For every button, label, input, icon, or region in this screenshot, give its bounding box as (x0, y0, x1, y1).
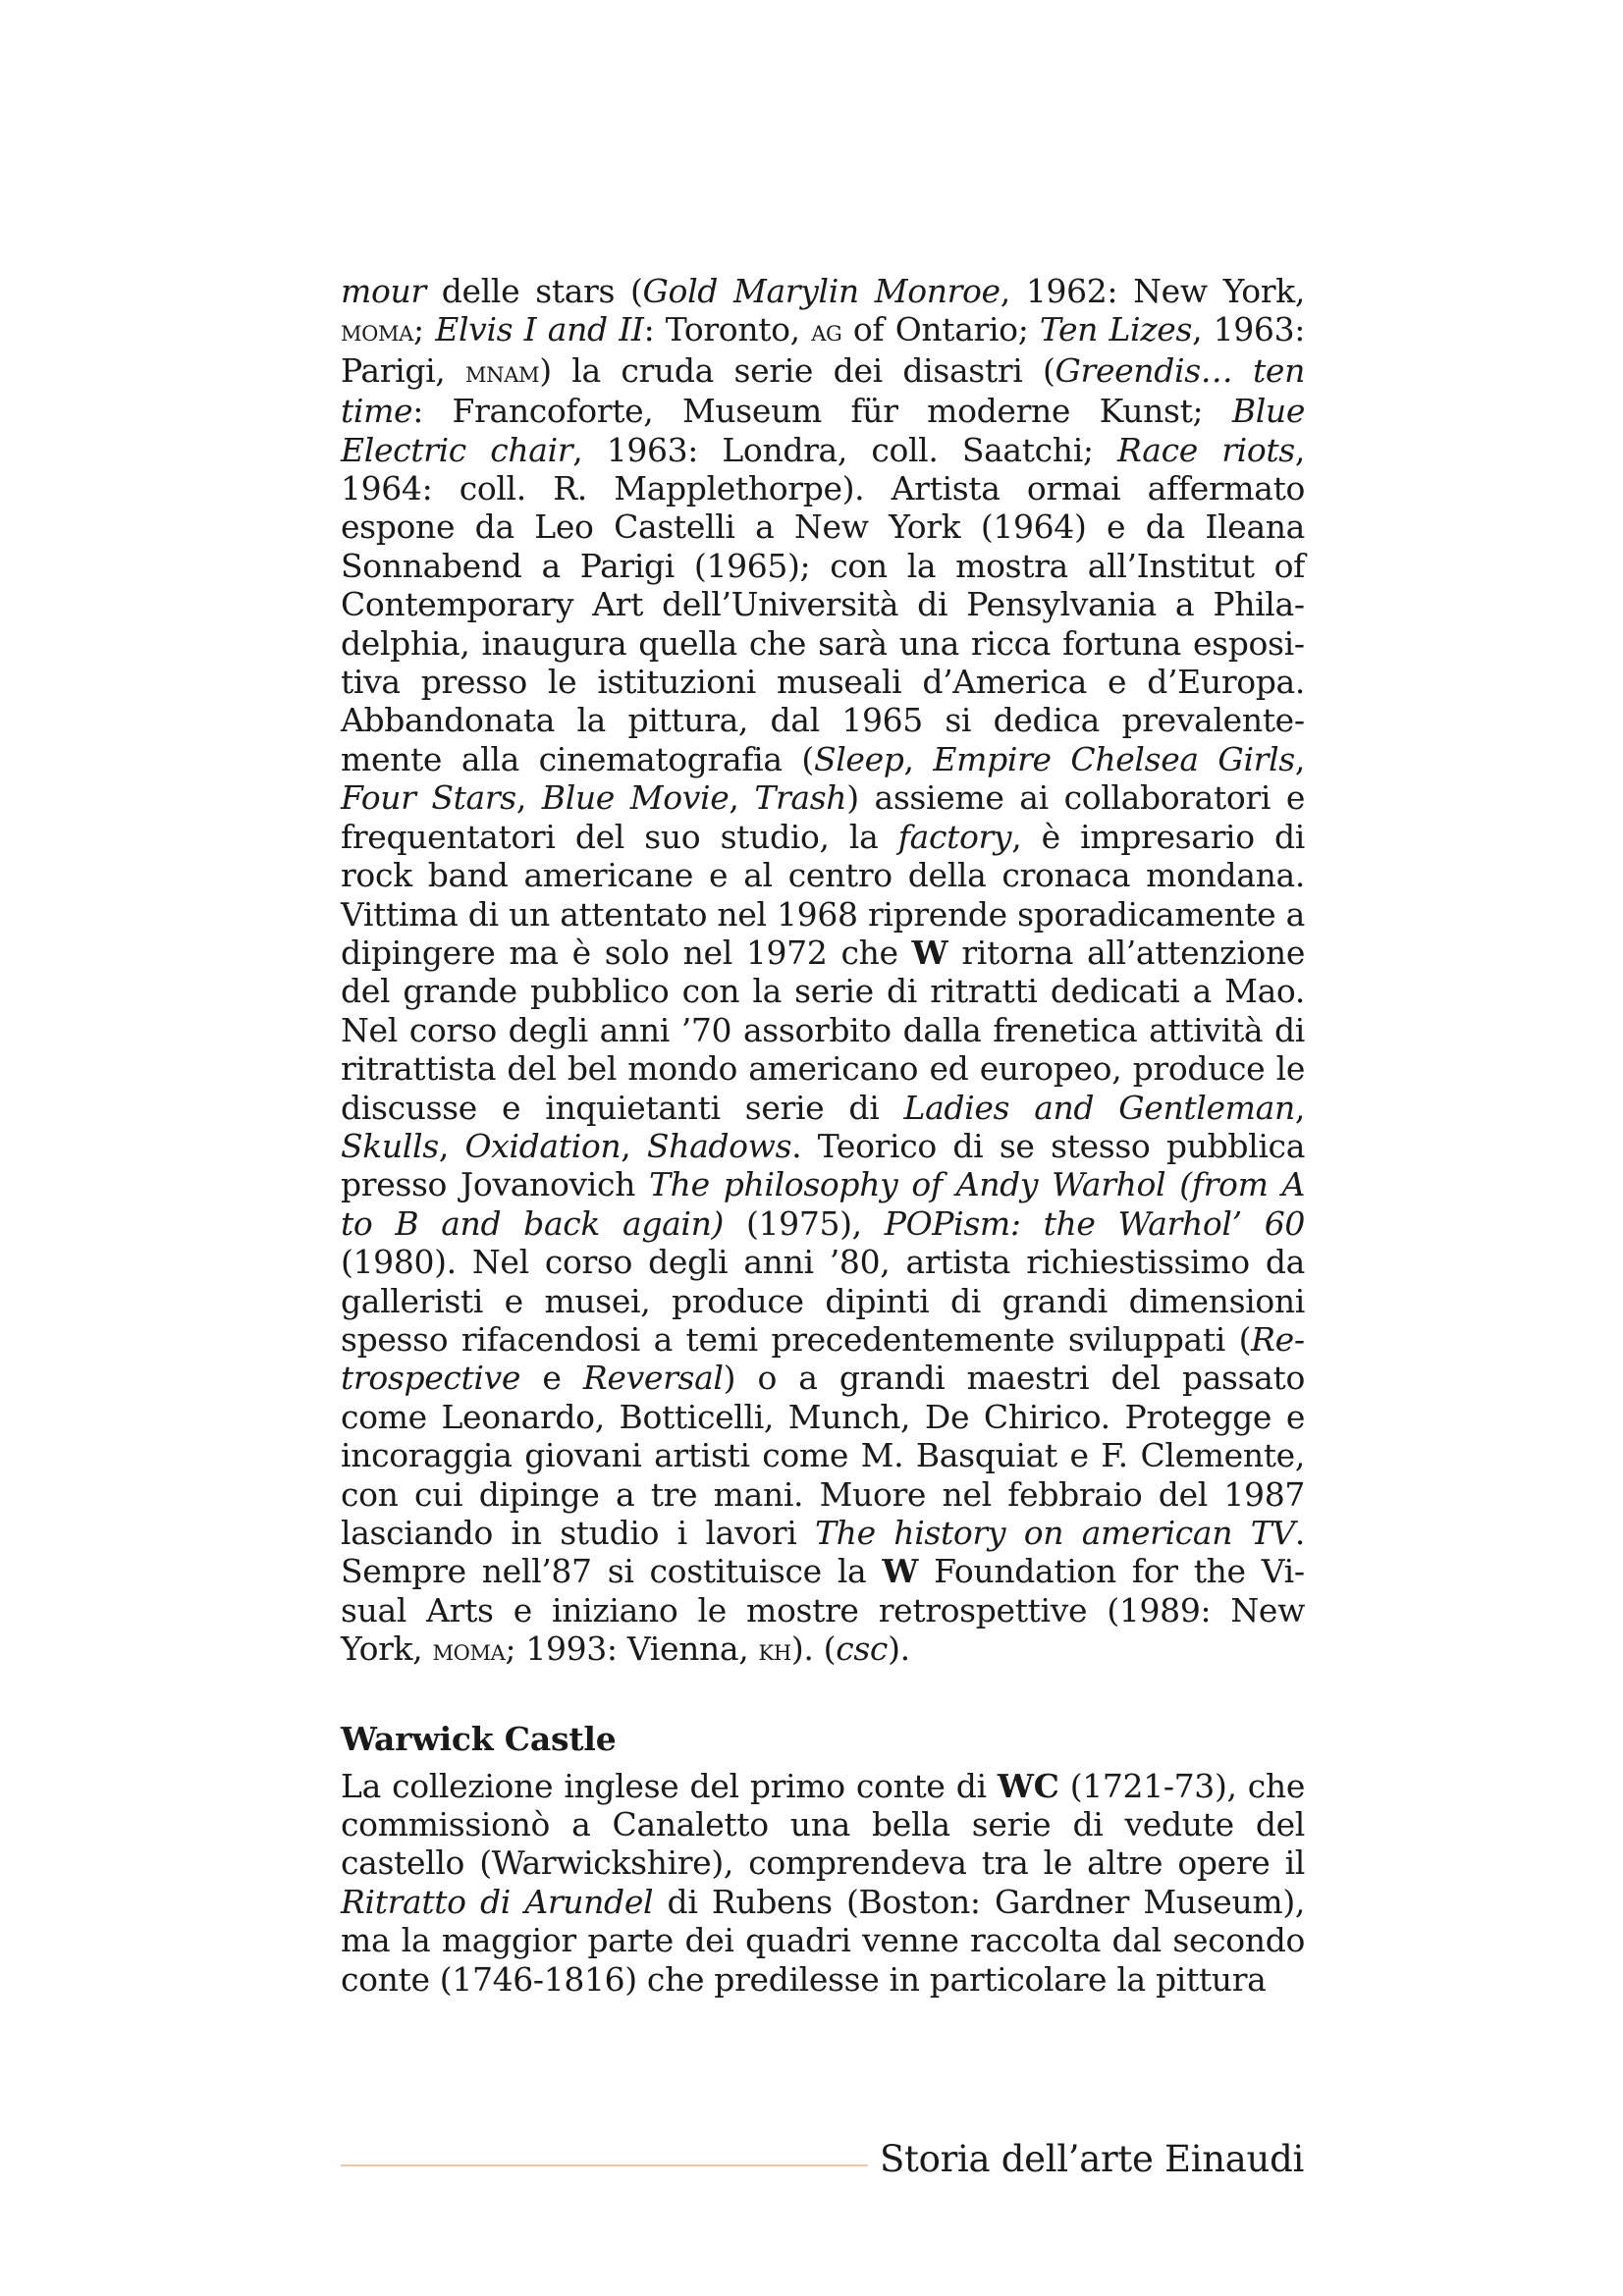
body-text: ). ( (790, 1629, 837, 1669)
series-title: Shadows (646, 1126, 792, 1165)
artwork-title: The history on american TV (815, 1514, 1295, 1552)
body-text: delle stars ( (425, 272, 643, 310)
body-text: , (903, 739, 934, 778)
body-text: , (621, 1126, 647, 1165)
film-title: Trash (754, 778, 847, 818)
entry-abbreviation: W (882, 1552, 919, 1591)
book-title: POPism: the Warhol’ 60 (884, 1203, 1305, 1243)
body-text: . Teorico di se stesso pubblica presso Jovanovich (341, 1126, 1306, 1204)
artwork-title: Ritratto di Arundel (341, 1882, 654, 1921)
author-initials: csc (836, 1629, 889, 1669)
series-title: Skulls (341, 1126, 439, 1165)
footer-title: Storia dell’arte Einaudi (880, 2138, 1304, 2180)
body-text: e (520, 1359, 583, 1398)
museum-abbreviation: mnam (465, 354, 540, 390)
artwork-title: Blue Electric chair (341, 392, 1305, 469)
museum-abbreviation: moma (432, 1633, 506, 1669)
artwork-title: Race riots (1116, 430, 1295, 469)
artwork-title: Greendis… ten time (341, 350, 1305, 431)
book-title: The philosophy of Andy Warhol (from A to B and back again) (341, 1165, 1305, 1243)
body-text: ) o a grandi maestri del passato come Leonardo, Botticelli, Munch, De Chirico. Protegge e incoraggia giovani artisti come M. Basquiat e F. Clemente, con cui dipinge a tre mani. Muore nel febbraio del 1987 lasciando in studio i lavori (341, 1359, 1305, 1552)
museum-abbreviation: kh (758, 1633, 791, 1669)
entry-abbreviation: W (911, 933, 948, 972)
body-text: ritorna all’attenzione del grande pubblico con la serie di ritratti dedicati a Mao. Nel corso degli anni ’70 assorbito dalla frenetica attività di ritrattista del bel mondo americano ed europeo, produce le discusse e inquietanti serie di (341, 933, 1305, 1127)
body-text: : Toronto, (643, 310, 812, 349)
artwork-title: Ten Lizes (1039, 310, 1193, 349)
series-title: Ladies and Gentleman (903, 1088, 1295, 1127)
film-title: Four Stars (341, 778, 516, 818)
body-text: ) la cruda serie dei disastri ( (539, 350, 1055, 390)
body-text: La collezione inglese del primo conte di (341, 1766, 998, 1805)
body-text: ; 1993: Vienna, (505, 1629, 759, 1669)
italic-text: mour (341, 272, 426, 310)
text-column (341, 272, 1305, 1999)
body-text: , (1294, 1088, 1305, 1127)
series-title: Oxidation (464, 1126, 622, 1165)
body-text: ; (413, 310, 436, 349)
film-title: Sleep (813, 739, 904, 778)
museum-abbreviation: moma (341, 314, 413, 349)
body-text: , è impresario di rock band americane e al centro della cronaca mondana. Vittima di un attentato nel 1968 riprende sporadicamente a dipingere ma è solo nel 1972 che (341, 817, 1305, 972)
body-text: (1975), (724, 1203, 885, 1243)
body-text: ) assieme ai collaboratori e frequentatori del suo studio, la (341, 778, 1306, 856)
body-text: , (1294, 739, 1305, 778)
body-text: (1980). Nel corso degli anni ’80, artista richiestissimo da galleristi e musei, produce dipinti di grandi dimensioni spesso rifacendosi a temi precedentemente sviluppati ( (341, 1243, 1305, 1359)
body-text: : Francoforte, Museum für moderne Kunst; (412, 392, 1232, 431)
body-text: , 1963: Parigi, (341, 310, 1305, 390)
body-text: of Ontario; (841, 310, 1040, 349)
italic-text: factory (897, 817, 1012, 856)
body-text: , (438, 1126, 465, 1165)
body-text: , 1964: coll. R. Mapplethorpe). Artista ormai affermato espone da Leo Castelli a New York (1964) e da Ileana Sonnabend a Parigi (1965); con la mostra all’Institut of Contemporary Art dell’Università di Pensylvania a Philadelphia, inaugura quella che sarà una ricca fortuna espositiva presso le istituzioni museali d’America e d’Europa. Abbandonata la pittura, dal 1965 si dedica prevalentemente alla cinematografia ( (341, 430, 1305, 778)
body-text: . Sempre nell’87 si costituisce la (341, 1514, 1305, 1591)
artwork-title: Elvis I and II (435, 310, 644, 349)
body-text: , 1962: New York, (1000, 272, 1305, 310)
entry-warhol-continued (341, 272, 1305, 1671)
entry-abbreviation: WC (997, 1766, 1059, 1805)
body-text: , 1963: Londra, coll. Saatchi; (572, 430, 1117, 469)
body-text: Foundation for the Visual Arts e iniziano le mostre retrospettive (1989: New York, (341, 1552, 1305, 1669)
artwork-title: Gold Marylin Monroe (642, 272, 1001, 310)
series-title: Retrospective (341, 1319, 1305, 1398)
entry-heading: Warwick Castle (341, 1719, 617, 1758)
body-text: di Rubens (Boston: Gardner Museum), ma la maggior parte dei quadri venne raccolta dal secondo conte (1746-1816) che predilesse in particolare la pittura (341, 1882, 1305, 1999)
entry-warwick-castle (341, 1767, 1305, 1999)
series-title: Reversal (582, 1359, 724, 1398)
body-text: ). (888, 1629, 910, 1669)
body-text: , (515, 778, 542, 818)
film-title: Blue Movie (541, 778, 730, 818)
body-text: (1721-73), che commissionò a Canaletto una bella serie di vedute del castello (Warwickshire), comprendeva tra le altre opere il (341, 1766, 1306, 1883)
footer-rule (341, 2164, 868, 2166)
film-title: Empire Chelsea Girls (933, 739, 1295, 778)
body-text: , (729, 778, 755, 818)
museum-abbreviation: ag (811, 314, 842, 349)
